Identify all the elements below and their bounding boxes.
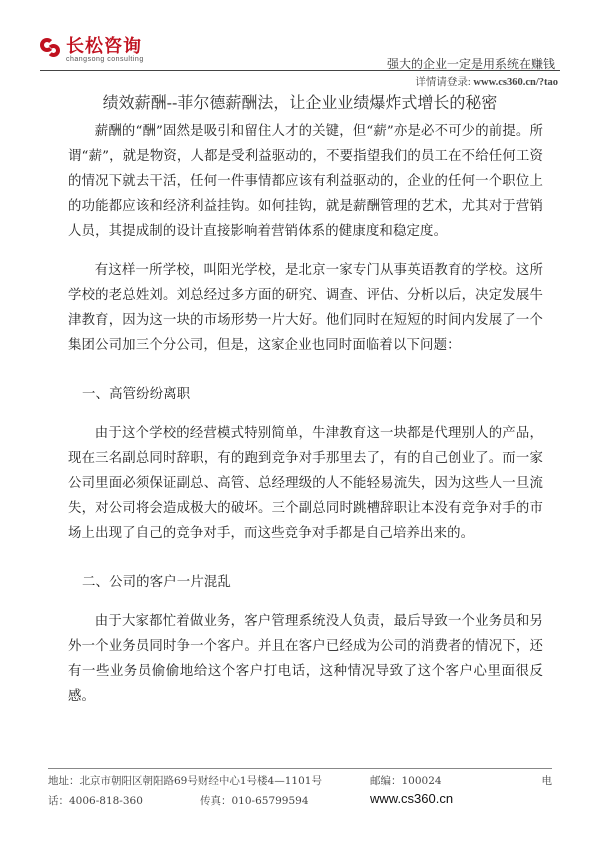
logo-english-name: changsong consulting — [66, 56, 144, 63]
footer-divider — [48, 768, 552, 769]
page-footer — [48, 768, 552, 813]
footer-website[interactable]: www.cs360.cn — [370, 791, 454, 806]
link-label: 详情请登录: — [415, 77, 474, 88]
logo-mark-icon — [40, 38, 62, 60]
website-link[interactable]: www.cs360.cn/?tao — [473, 77, 558, 88]
section-heading-1: 一、高管纷纷离职 — [82, 387, 191, 402]
footer-phone: 话：4006-818-360 — [48, 795, 143, 807]
section-heading-2: 二、公司的客户一片混乱 — [82, 575, 231, 590]
article-body — [68, 119, 543, 709]
page-header — [0, 0, 600, 90]
logo-name: 长松咨询 — [66, 36, 142, 57]
paragraph-intro: 薪酬的“酬”固然是吸引和留住人才的关键，但“薪”亦是必不可少的前提。所谓“薪”，就是物资，人都是受利益驱动的，不要指望我们的员工在不给任何工资的情况下就去干活，任何一件事情都应该有利益驱动的，企业的任何一个职位上的功能都应该和经济利益挂钩。如何挂钩，就是薪酬管理的艺术，尤其对于营销人员，其提成制的设计直接影响着营销体系的健康度和稳定度。 — [68, 124, 543, 239]
footer-postcode: 邮编：100024 — [370, 775, 442, 787]
article-title: 绩效薪酬--菲尔德薪酬法，让企业业绩爆炸式增长的秘密 — [102, 93, 498, 112]
footer-fax: 传真：010-65799594 — [200, 795, 309, 807]
paragraph-section-1: 由于这个学校的经营模式特别简单，牛津教育这一块都是代理别人的产品，现在三名副总同时辞职，有的跑到竞争对手那里去了，有的自己创业了。而一家公司里面必须保证副总、高管、总经理级的人不能轻易流失，因为这些人一旦流失，对公司将会造成极大的破坏。三个副总同时跳槽辞职让本没有竞争对手的市场上出现了自己的竞争对手，而这些竞争对手都是自己培养出来的。 — [68, 426, 543, 541]
paragraph-section-2: 由于大家都忙着做业务，客户管理系统没人负责，最后导致一个业务员和另外一个业务员同时争一个客户。并且在客户已经成为公司的消费者的情况下，还有一些业务员偷偷地给这个客户打电话，这种情况导致了这个客户心里面很反感。 — [68, 614, 543, 704]
footer-phone-prefix: 电 — [541, 775, 552, 787]
header-link-line — [415, 74, 558, 89]
header-slogan: 强大的企业一定是用系统在赚钱 — [386, 57, 555, 71]
header-divider — [40, 70, 560, 71]
footer-address: 地址：北京市朝阳区朝阳路69号财经中心1号楼4—1101号 — [48, 775, 322, 787]
company-logo — [40, 38, 144, 64]
paragraph-case: 有这样一所学校，叫阳光学校，是北京一家专门从事英语教育的学校。这所学校的老总姓刘。刘总经过多方面的研究、调查、评估、分析以后，决定发展牛津教育，因为这一块的市场形势一片大好。他们同时在短短的时间内发展了一个集团公司加三个分公司，但是，这家企业也同时面临着以下问题： — [68, 263, 543, 353]
